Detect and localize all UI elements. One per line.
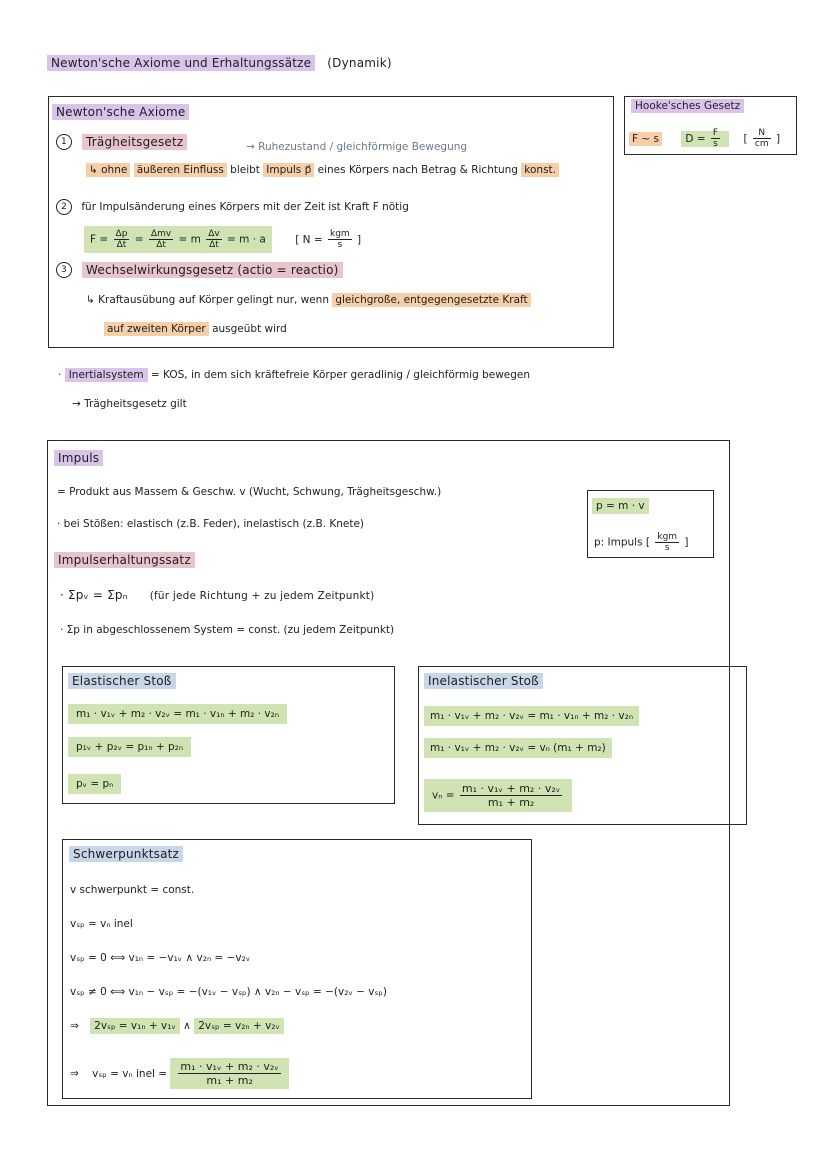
inelastic-eq-2 — [424, 742, 612, 754]
frac-n-cm — [753, 128, 771, 149]
axiom-1-label: Trägheitsgesetz — [82, 134, 187, 150]
schwerpunkt-l1: v schwerpunkt = const. — [70, 884, 195, 896]
dt: Δt — [116, 240, 127, 250]
a3-part-3: auf zweiten Körper — [104, 322, 209, 336]
impuls-heading — [54, 451, 103, 465]
elastic-heading-text: Elastischer Stoß — [68, 673, 176, 689]
impuls-heading-text: Impuls — [54, 450, 103, 466]
l6-num: m₁ · v₁ᵥ + m₂ · v₂ᵥ — [180, 1060, 279, 1073]
axiom-1-text — [86, 164, 559, 176]
hooke-unit-open: [ — [743, 132, 748, 145]
inertial-term: Inertialsystem — [65, 368, 148, 382]
schwerpunkt-l6 — [70, 1058, 289, 1089]
a1-part-6: konst. — [521, 163, 559, 177]
inelastic-eq-2-text: m₁ · v₁ᵥ + m₂ · v₂ᵥ = vₙ (m₁ + m₂) — [424, 738, 612, 758]
inelastic-eq-3-box — [424, 779, 572, 812]
schwerpunkt-heading — [69, 847, 183, 861]
p-unit-close: ] — [684, 536, 689, 549]
newton-heading-text: Newton'sche Axiome — [52, 104, 189, 120]
a3-part-1: ↳ Kraftausübung auf Körper gelingt nur, wenn — [86, 294, 329, 306]
frac-dp-dt — [114, 229, 130, 250]
axiom-3-line-1 — [86, 294, 531, 306]
schwerpunkt-l2: vₛₚ = vₙ inel — [70, 918, 133, 930]
axiom-2-text — [56, 199, 409, 215]
frac-f-s — [711, 128, 720, 149]
eq-m: = m — [178, 233, 201, 246]
frac-dv-dt — [206, 229, 221, 250]
impuls-formula-2 — [594, 532, 689, 553]
l6-left: vₛₚ = vₙ inel = — [92, 1067, 168, 1080]
p-unit-den: s — [664, 543, 670, 553]
s: s — [337, 240, 343, 250]
unit-close: ] — [357, 233, 362, 246]
eq-sign: = — [134, 233, 144, 246]
axiom-2-number: 2 — [56, 199, 72, 215]
a3-part-2: gleichgroße, entgegengesetzte Kraft — [332, 293, 530, 307]
cons-1-note: (für jede Richtung + zu jedem Zeitpunkt) — [149, 590, 375, 602]
a1-part-3: bleibt — [230, 164, 260, 176]
inertial-arrow: → Trägheitsgesetz gilt — [72, 398, 187, 410]
eq-ma: = m · a — [227, 233, 266, 246]
page-title — [47, 56, 392, 70]
inertial-bullet: · — [58, 369, 62, 381]
inertial-text: = KOS, in dem sich kräftefreie Körper geradlinig / gleichförmig bewegen — [150, 369, 531, 381]
l5-arrow: ⇒ — [70, 1020, 79, 1032]
elastic-eq-2 — [68, 741, 191, 753]
frac-p-unit — [655, 532, 679, 553]
hooke-heading — [631, 100, 744, 112]
inelastic-heading — [424, 674, 543, 688]
unit-open: [ N = — [295, 233, 323, 246]
f-equals: F = — [90, 233, 109, 246]
title-text: Newton'sche Axiome und Erhaltungssätze — [47, 55, 315, 71]
inelastic-eq-3 — [424, 779, 572, 812]
impulserhaltung-1 — [60, 588, 374, 602]
impuls-collisions: · bei Stößen: elastisch (z.B. Feder), inelastisch (z.B. Knete) — [57, 518, 365, 530]
a1-part-2: äußeren Einfluss — [134, 163, 227, 177]
axiom-1-number: 1 — [56, 134, 72, 150]
hooke-unit-den: cm — [754, 139, 769, 149]
cons-1-formula: · Σpᵥ = Σpₙ — [60, 588, 128, 602]
a3-part-4: ausgeübt wird — [212, 323, 287, 335]
newton-unit — [295, 229, 362, 250]
inelastic-heading-text: Inelastischer Stoß — [424, 673, 543, 689]
kgm: kgm — [329, 229, 350, 239]
hooke-formula — [629, 128, 780, 149]
a1-part-1: ↳ ohne — [86, 163, 130, 177]
dv: Δv — [208, 229, 220, 239]
dmv: Δmv — [150, 229, 172, 239]
inelastic-eq-1 — [424, 710, 639, 722]
elastic-eq-3 — [68, 778, 121, 790]
hooke-unit-num: N — [753, 128, 771, 139]
l6-arrow: ⇒ — [70, 1067, 79, 1080]
l5-and: ∧ — [183, 1020, 191, 1032]
frac-schwerpunkt — [178, 1060, 280, 1087]
hooke-unit-close: ] — [775, 132, 781, 145]
inelastic-eq-1-text: m₁ · v₁ᵥ + m₂ · v₂ᵥ = m₁ · v₁ₙ + m₂ · v₂ₙ — [424, 706, 639, 726]
axiom-3-number: 3 — [56, 262, 72, 278]
l5-part-b: 2vₛₚ = v₂ₙ + v₂ᵥ — [194, 1018, 284, 1034]
newton-second-law-formula — [84, 226, 272, 253]
hooke-heading-text: Hooke'sches Gesetz — [631, 99, 744, 113]
elastic-eq-1 — [68, 708, 287, 720]
impuls-definition: = Produkt aus Massem & Geschw. v (Wucht, Schwung, Trägheitsgeschw.) — [57, 486, 442, 498]
impulserhaltung-heading — [54, 553, 195, 567]
l5-part-a: 2vₛₚ = v₁ₙ + v₁ᵥ — [90, 1018, 180, 1034]
axiom-1-title — [56, 134, 187, 150]
d-num: F — [712, 128, 719, 138]
impulserhaltung-heading-text: Impulserhaltungssatz — [54, 552, 195, 568]
elastic-eq-2-text: p₁ᵥ + p₂ᵥ = p₁ₙ + p₂ₙ — [68, 737, 191, 757]
axiom-2-desc: für Impulsänderung eines Körpers mit der Zeit ist Kraft F nötig — [81, 201, 409, 213]
a1-part-5: eines Körpers nach Betrag & Richtung — [317, 164, 518, 176]
vn-equals: vₙ = — [432, 789, 455, 802]
axiom-1-note: → Ruhezustand / gleichförmige Bewegung — [246, 141, 468, 153]
hooke-f-s: F ~ s — [629, 132, 662, 146]
frac-kgm-s — [328, 229, 352, 250]
schwerpunkt-heading-text: Schwerpunktsatz — [69, 846, 183, 862]
axiom-2-formula — [84, 226, 361, 253]
hooke-unit — [743, 128, 781, 149]
elastic-heading — [68, 674, 176, 688]
l6-den: m₁ + m₂ — [206, 1074, 253, 1087]
d-label: D = — [685, 132, 706, 145]
elastic-eq-1-text: m₁ · v₁ᵥ + m₂ · v₂ᵥ = m₁ · v₁ₙ + m₂ · v₂ₙ — [68, 704, 287, 724]
schwerpunkt-l3: vₛₚ = 0 ⟺ v₁ₙ = −v₁ᵥ ∧ v₂ₙ = −v₂ᵥ — [70, 952, 251, 964]
impulserhaltung-2: · Σp in abgeschlossenem System = const. (zu jedem Zeitpunkt) — [60, 624, 395, 636]
dt-2: Δt — [156, 240, 166, 250]
axiom-3-label: Wechselwirkungsgesetz (actio = reactio) — [82, 262, 342, 278]
dt-3: Δt — [209, 240, 219, 250]
schwerpunkt-l4: vₛₚ ≠ 0 ⟺ v₁ₙ − vₛₚ = −(v₁ᵥ − vₛₚ) ∧ v₂ₙ − vₛₚ = −(v₂ᵥ − vₛₚ) — [70, 986, 388, 998]
frac-inelastic — [460, 782, 562, 809]
inelastic-den: m₁ + m₂ — [487, 796, 535, 809]
title-note: (Dynamik) — [327, 56, 392, 70]
d-den: s — [713, 139, 718, 149]
dp: Δp — [115, 229, 128, 239]
p-equals-mv: p = m · v — [592, 498, 649, 514]
inertial-line — [58, 369, 530, 381]
schwerpunkt-l5 — [70, 1020, 284, 1032]
p-unit-num: kgm — [657, 532, 678, 542]
elastic-eq-3-text: pᵥ = pₙ — [68, 774, 121, 794]
axiom-3-line-2 — [104, 323, 287, 335]
inelastic-num: m₁ · v₁ᵥ + m₂ · v₂ᵥ — [461, 782, 561, 795]
newton-heading — [52, 105, 189, 119]
impuls-formula-1 — [592, 500, 649, 512]
frac-dmv-dt — [149, 229, 173, 250]
p-unit-label: p: Impuls [ — [594, 536, 651, 549]
hooke-d — [681, 128, 729, 149]
l6-frac-box — [170, 1058, 288, 1089]
axiom-3-title — [56, 262, 343, 278]
a1-part-4: Impuls p⃗ — [263, 163, 314, 177]
